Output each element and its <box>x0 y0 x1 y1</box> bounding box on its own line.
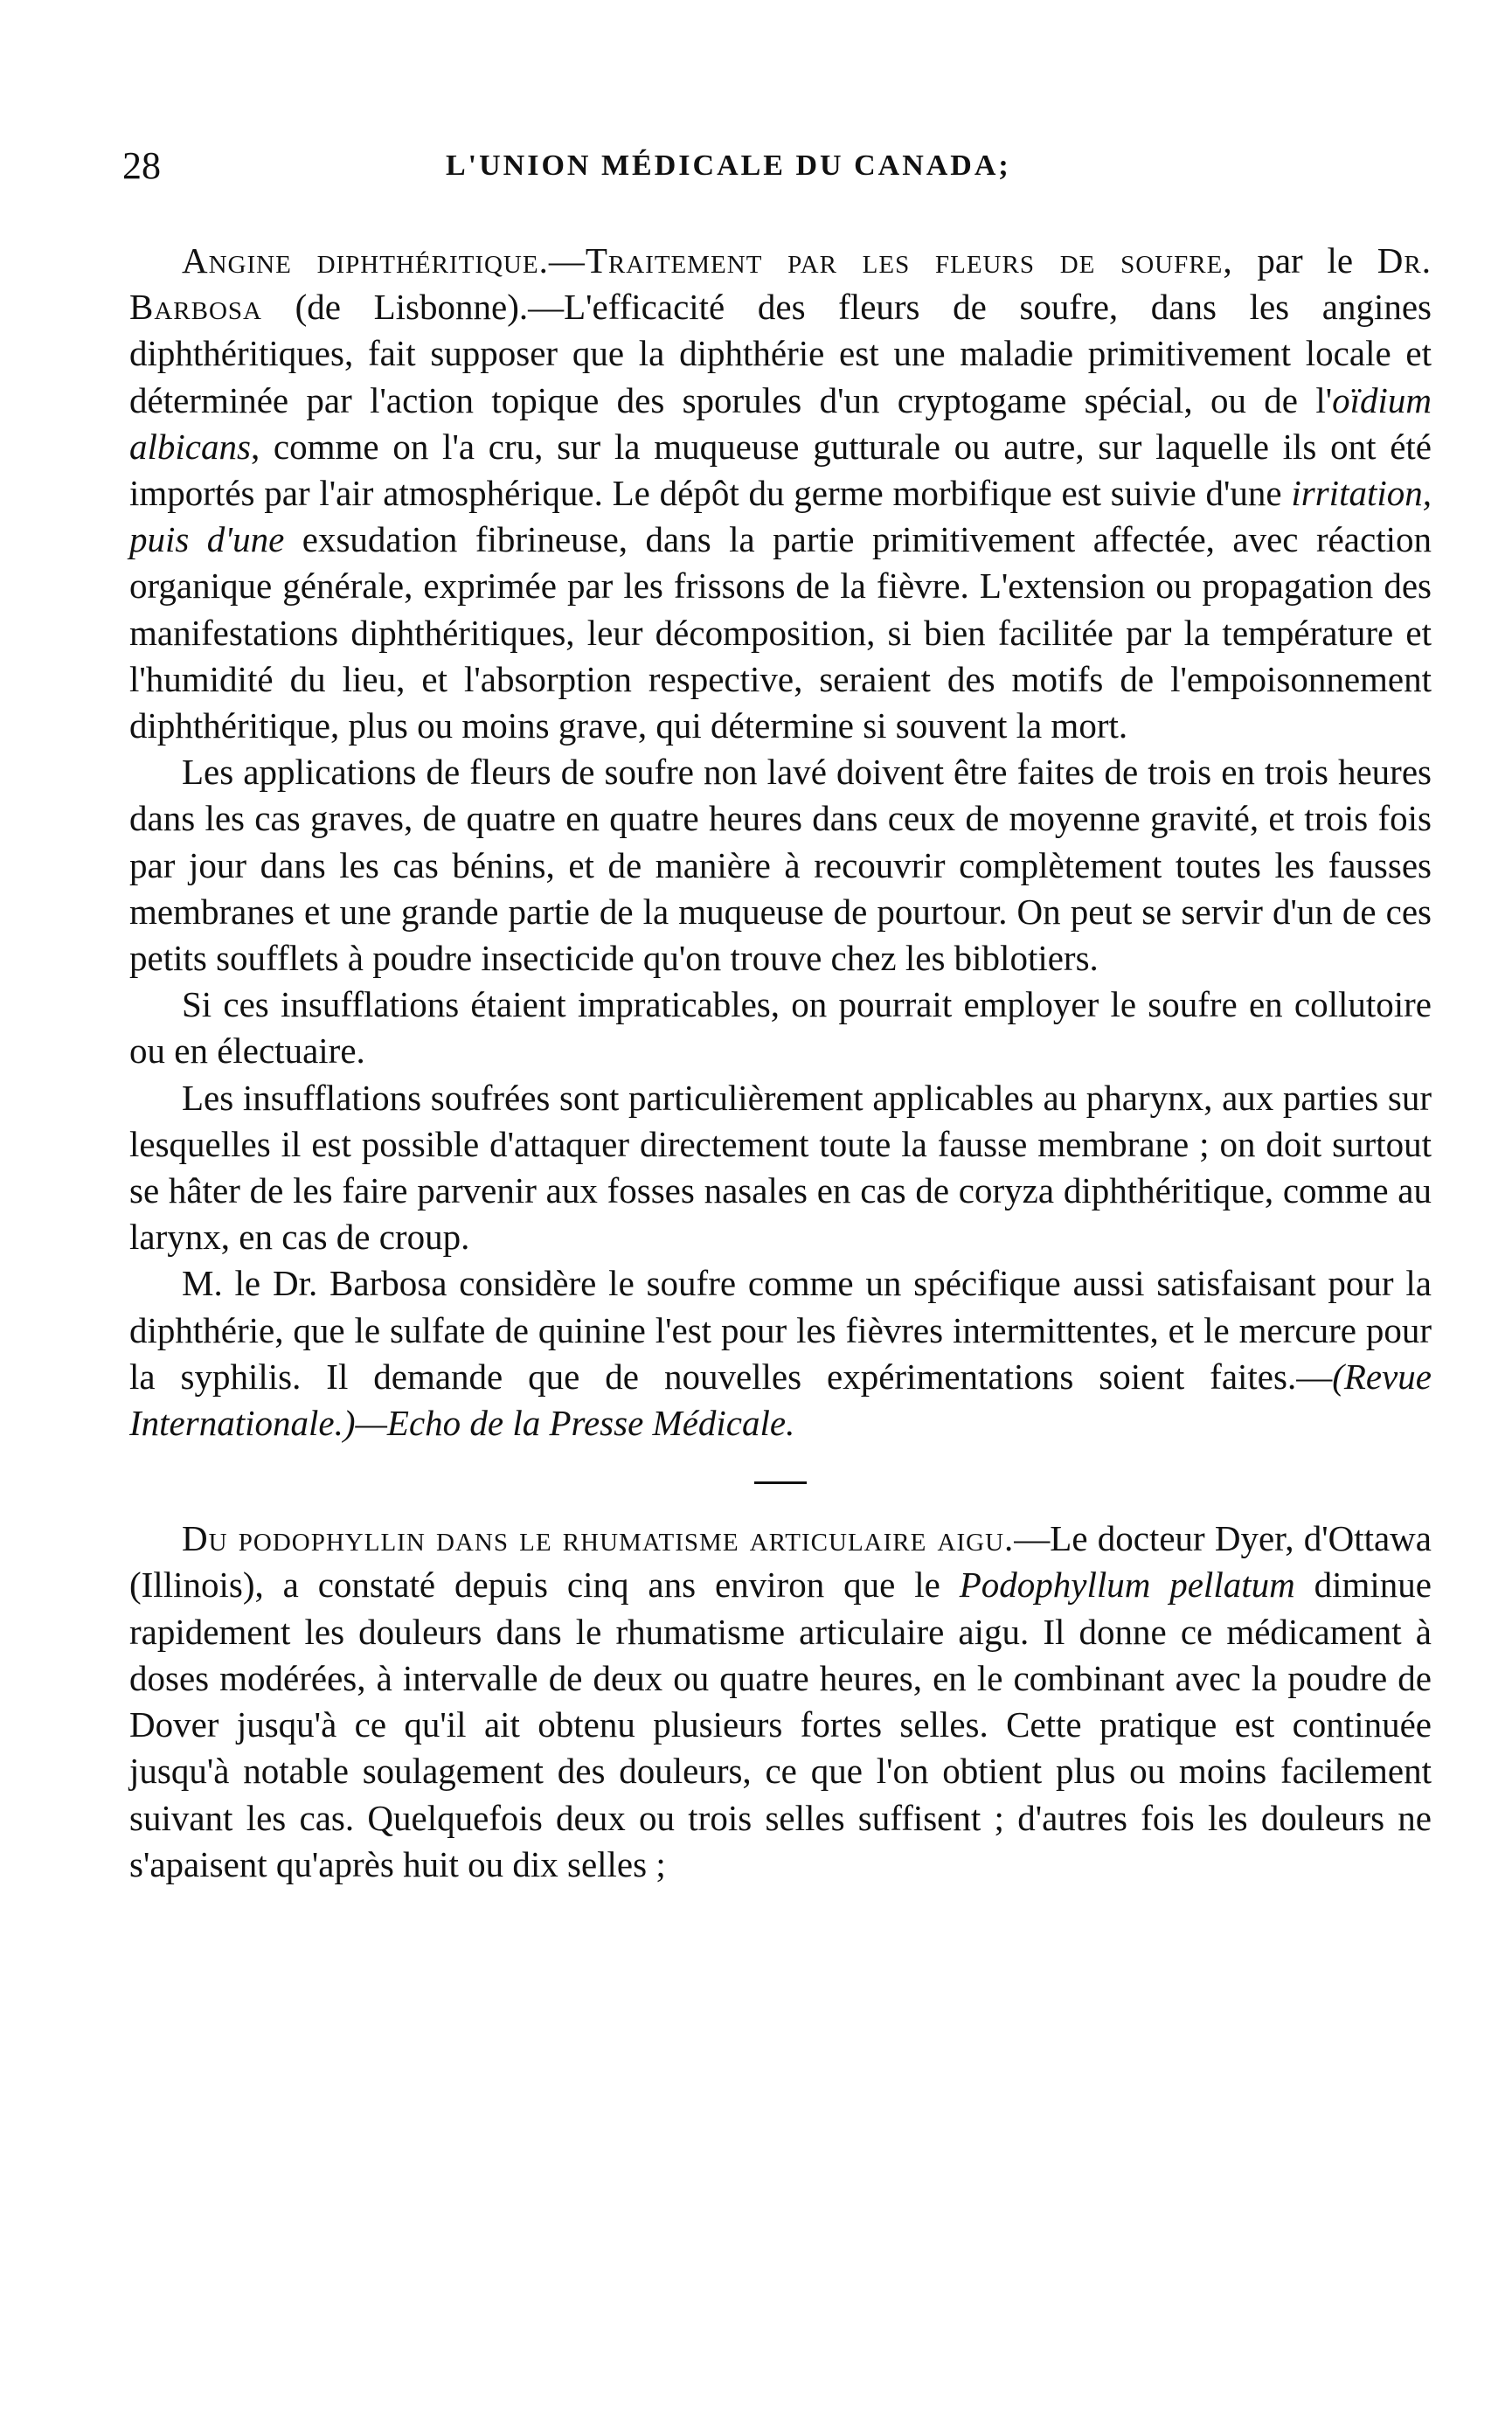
article2-paragraph-1 <box>129 1516 1432 1888</box>
article1-oidium: oïdium albicans <box>129 379 1432 467</box>
article1-text-p5: M. le Dr. Barbosa considère le soufre comme un spécifique aussi satisfaisant pour la diphthérie, que le sulfate de quinine l'est pour les fièvres intermittentes, et le mercure pour la syphilis. Il demande que de nouvelles expérimentations soient faites.— <box>129 1263 1432 1397</box>
article1-irritation: irritation, puis d'une <box>129 473 1432 560</box>
article1-paragraph-1 <box>129 238 1432 749</box>
article1-paragraph-3: Si ces insufflations étaient impraticables, on pourrait employer le soufre en collutoire ou en électuaire. <box>129 984 1432 1072</box>
article1-text-b: , comme on l'a cru, sur la muqueuse gutturale ou autre, sur laquelle ils ont été importés par l'air atmosphérique. Le dépôt du germe morbifique est suivie d'une <box>129 426 1432 514</box>
article1-source: (Revue Internationale.)—Echo de la Presse Médicale. <box>129 1356 1432 1444</box>
section-divider <box>754 1481 807 1484</box>
article1-title: Angine diphthéritique.—Traitement par les fleurs de soufre, <box>182 240 1233 281</box>
article2-body: diminue rapidement les douleurs dans le rhumatisme articulaire aigu. Il donne ce médicament à doses modérées, à intervalle de deux ou quatre heures, en le combinant avec la poudre de Dover jusqu'à ce qu'il ait obtenu plusieurs fortes selles. Cette pratique est continuée jusqu'à notable soulagement des douleurs, ce que l'on obtient plus ou moins facilement suivant les cas. Quelquefois deux ou trois selles suffisent ; d'autres fois les douleurs ne s'apaisent qu'après huit ou dix selles ; <box>129 1564 1432 1884</box>
article1-text-c: exsudation fibrineuse, dans la partie primitivement affectée, avec réaction organique générale, exprimée par les frissons de la fièvre. L'extension ou propagation des manifestations diphthéritiques, leur décomposition, si bien facilitée par la température et l'humidité du lieu, et l'absorption respective, seraient des motifs de l'empoisonnement diphthéritique, plus ou moins grave, qui détermine si souvent la mort. <box>129 519 1432 746</box>
article2-drug: Podophyllum pellatum <box>959 1564 1295 1606</box>
article1-author-prefix: par le <box>1232 240 1377 281</box>
article1-text-a: (de Lisbonne).—L'efficacité des fleurs de soufre, dans les angines diphthéritiques, fait supposer que la diphthérie est une maladie primitivement locale et déterminée par l'action topique des sporules d'un cryptogame spécial, ou de l' <box>129 287 1432 420</box>
running-title: L'UNION MÉDICALE DU CANADA; <box>446 149 1011 182</box>
page-number: 28 <box>122 144 161 187</box>
article2-intro: —Le docteur Dyer, d'Ottawa (Illinois), a constaté depuis cinq ans environ que le <box>129 1518 1432 1606</box>
page-header <box>122 140 1433 192</box>
body-text <box>129 238 1432 1888</box>
article1-paragraph-5 <box>129 1260 1432 1446</box>
article2-title: Du podophyllin dans le rhumatisme articulaire aigu. <box>182 1518 1015 1559</box>
article1-author: Dr. Barbosa <box>129 240 1432 328</box>
article1-paragraph-2: Les applications de fleurs de soufre non lavé doivent être faites de trois en trois heures dans les cas graves, de quatre en quatre heures dans ceux de moyenne gravité, et trois fois par jour dans les cas bénins, et de manière à recouvrir complètement toutes les fausses membranes et une grande partie de la muqueuse de pourtour. On peut se servir d'un de ces petits soufflets à poudre insecticide qu'on trouve chez les biblotiers. <box>129 752 1432 979</box>
article1-paragraph-4: Les insufflations soufrées sont particulièrement applicables au pharynx, aux parties sur lesquelles il est possible d'attaquer directement toute la fausse membrane ; on doit surtout se hâter de les faire parvenir aux fosses nasales en cas de coryza diphthéritique, comme au larynx, en cas de croup. <box>129 1077 1432 1258</box>
